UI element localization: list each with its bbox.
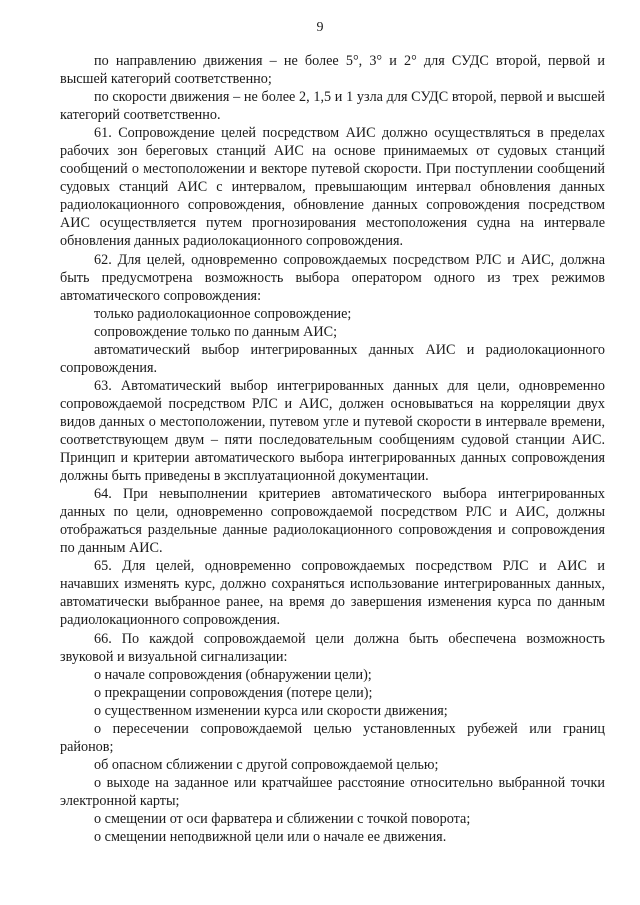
document-body <box>60 52 605 846</box>
list-item: об опасном сближении с другой сопровождаемой целью; <box>94 756 439 773</box>
list-item: о начале сопровождения (обнаружении цели); <box>94 666 372 683</box>
list-item: сопровождение только по данным АИС; <box>94 323 338 340</box>
list-item: автоматический выбор интегрированных данных АИС и радиолокационного сопровождения. <box>60 341 605 376</box>
paragraph: 62. Для целей, одновременно сопровождаемых посредством РЛС и АИС, должна быть предусмотрена возможность выбора оператором одного из трех режимов автоматического сопровождения: <box>60 251 605 304</box>
list-item: о смещении неподвижной цели или о начале ее движения. <box>94 829 447 846</box>
list-item: о существенном изменении курса или скорости движения; <box>94 702 448 719</box>
list-item: о выходе на заданное или кратчайшее расстояние относительно выбранной точки электронной карты; <box>60 774 605 809</box>
list-item: о прекращении сопровождения (потере цели); <box>94 684 373 701</box>
list-item: о пересечении сопровождаемой целью установленных рубежей или границ районов; <box>60 720 605 755</box>
paragraph: 63. Автоматический выбор интегрированных данных для цели, одновременно сопровождаемой посредством РЛС и АИС, должен основываться на корреляции двух видов данных о местоположении, путевом угле и путевой скорости в интервале времени, соответствующем двум – пяти последовательным сообщениям судовой станции АИС. Принцип и критерии автоматического выбора интегрированных данных сопровождения должны быть приведены в эксплуатационной документации. <box>60 377 605 485</box>
paragraph: 61. Сопровождение целей посредством АИС должно осуществляться в пределах рабочих зон береговых станций АИС на основе принимаемых от судовых станций сообщений о местоположении и векторе путевой скорости. При поступлении сообщений судовых станций АИС с интервалом, превышающим интервал обновления данных радиолокационного сопровождения, обновление данных сопровождения посредством АИС осуществляется путем прогнозирования местоположения судна на интервале обновления данных радиолокационного сопровождения. <box>60 125 605 250</box>
list-item: только радиолокационное сопровождение; <box>94 305 352 322</box>
paragraph: по скорости движения – не более 2, 1,5 и 1 узла для СУДС второй, первой и высшей категорий соответственно. <box>60 89 605 124</box>
paragraph: по направлению движения – не более 5°, 3° и 2° для СУДС второй, первой и высшей категорий соответственно; <box>60 53 605 88</box>
page-number: 9 <box>316 20 324 35</box>
paragraph: 64. При невыполнении критериев автоматического выбора интегрированных данных по цели, одновременно сопровождаемой посредством РЛС и АИС, должны отображаться раздельные данные радиолокационного сопровождения и сопровождения по данным АИС. <box>60 486 605 557</box>
list-item: о смещении от оси фарватера и сближении с точкой поворота; <box>94 810 471 827</box>
paragraph: 65. Для целей, одновременно сопровождаемых посредством РЛС и АИС и начавших изменять курс, должно сохраняться использование интегрированных данных, автоматически выбранное ранее, на время до завершения изменения курса по данным радиолокационного сопровождения. <box>60 558 605 629</box>
paragraph: 66. По каждой сопровождаемой цели должна быть обеспечена возможность звуковой и визуальной сигнализации: <box>60 630 605 665</box>
